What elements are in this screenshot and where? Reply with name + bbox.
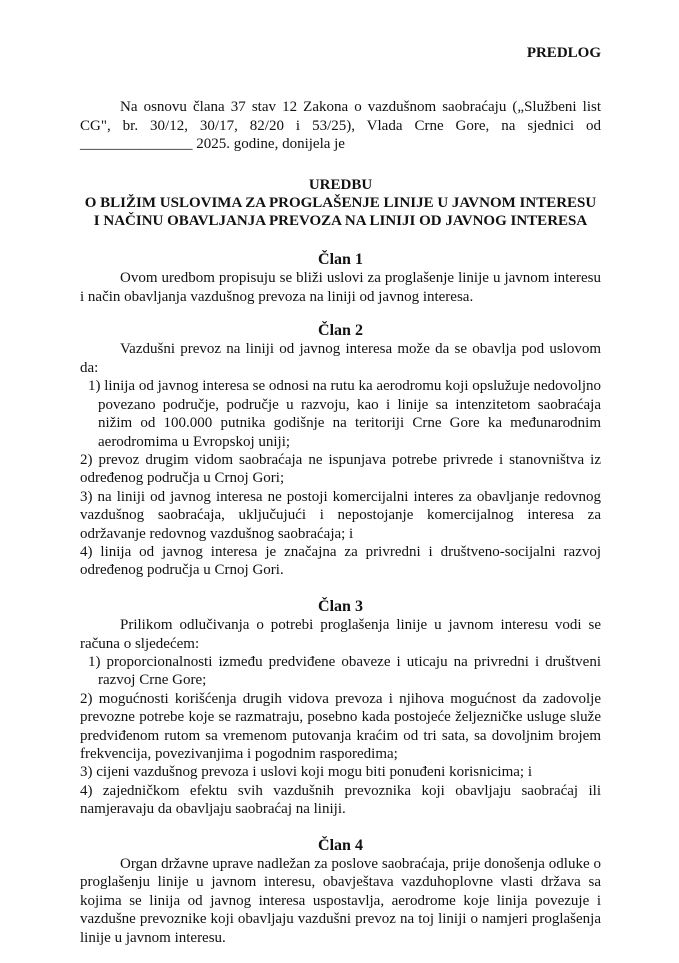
article-heading: Član 4 <box>318 836 363 854</box>
article-heading: Član 1 <box>318 250 363 268</box>
article-2 <box>80 322 601 580</box>
title-line-2: O BLIŽIM USLOVIMA ZA PROGLAŠENJE LINIJE U JAVNOM INTERESU I NAČINU OBAVLJANJA PREVOZA NA LINIJI OD JAVNOG INTERESA <box>84 195 597 230</box>
list-item: 3) cijeni vazdušnog prevoza i uslovi koji mogu biti ponuđeni korisnicima; i <box>80 764 533 781</box>
document-title <box>80 176 601 231</box>
document-page <box>80 44 601 963</box>
list-item: 1) linija od javnog interesa se odnosi na rutu ka aerodromu koji opslužuje nedovoljno povezano područje, područje u razvoju, kao i linije sa intenzitetom saobraćaja nižim od 100.000 putnika godišnje na teritoriji Crne Gore ka međunarodnim aerodromima u Evropskoj uniji; <box>88 378 601 450</box>
draft-label: PREDLOG <box>526 45 601 61</box>
list-item: 4) linija od javnog interesa je značajna za privredni i društveno-socijalni razvoj određenog područja u Crnoj Gori. <box>80 543 601 579</box>
title-line-1: UREDBU <box>308 176 373 193</box>
list-item: 3) na liniji od javnog interesa ne postoji komercijalni interes za obavljanje redovnog vazdušnog saobraćaja, uključujući i nepostojanje komercijalnog interesa za održavanje redovnog vazdušnog saobraćaja; i <box>80 488 601 542</box>
article-text: Vazdušni prevoz na liniji od javnog interesa može da se obavlja pod uslovom da: <box>80 341 601 376</box>
list-item: 4) zajedničkom efektu svih vazdušnih prevoznika koji obavljaju saobraćaj ili namjeravaju da obavljaju saobraćaj na liniji. <box>80 782 601 818</box>
article-heading: Član 2 <box>318 322 363 340</box>
article-text: Prilikom odlučivanja o potrebi proglašenja linije u javnom interesu vodi se računa o sljedećem: <box>80 617 601 652</box>
article-text: Ovom uredbom propisuju se bliži uslovi za proglašenje linije u javnom interesu i način obavljanja vazdušnog prevoza na liniji od javnog interesa. <box>80 270 601 305</box>
article-4 <box>80 837 601 947</box>
list-item: 2) prevoz drugim vidom saobraćaja ne ispunjava potrebe privrede i stanovništva iz određenog područja u Crnoj Gori; <box>80 451 601 487</box>
article-text: Organ državne uprave nadležan za poslove saobraćaja, prije donošenja odluke o proglašenju linije u javnom interesu, obavještava vazduhoplovne vlasti država sa kojima se linija od javnog interesa uspostavlja, aerodrome koje linija povezuje i vazdušne prevoznike koji obavljaju vazdušni prevoz na toj liniji o namjeri proglašenja linije u javnom interesu. <box>80 856 601 946</box>
article-1 <box>80 251 601 306</box>
article-3 <box>80 598 601 819</box>
list-item: 1) proporcionalnosti između predviđene obaveze i uticaju na privredni i društveni razvoj Crne Gore; <box>88 653 601 689</box>
article-heading: Član 3 <box>318 597 363 615</box>
preamble: Na osnovu člana 37 stav 12 Zakona o vazdušnom saobraćaju („Službeni list CG", br. 30/12, 30/17, 82/20 i 53/25), Vlada Crne Gore, na sjednici od _______________ 2025. godine, donijela je <box>80 99 601 153</box>
list-item: 2) mogućnosti korišćenja drugih vidova prevoza i njihova mogućnost da zadovolje prevozne potrebe koje se razmatraju, posebno kada postojeće željezničke usluge služe predviđenom rutom sa vremenom putovanja kraćim od tri sata, sa dovoljnim brojem frekvencija, povezivanjima i pogodnim rasporedima; <box>80 690 601 762</box>
